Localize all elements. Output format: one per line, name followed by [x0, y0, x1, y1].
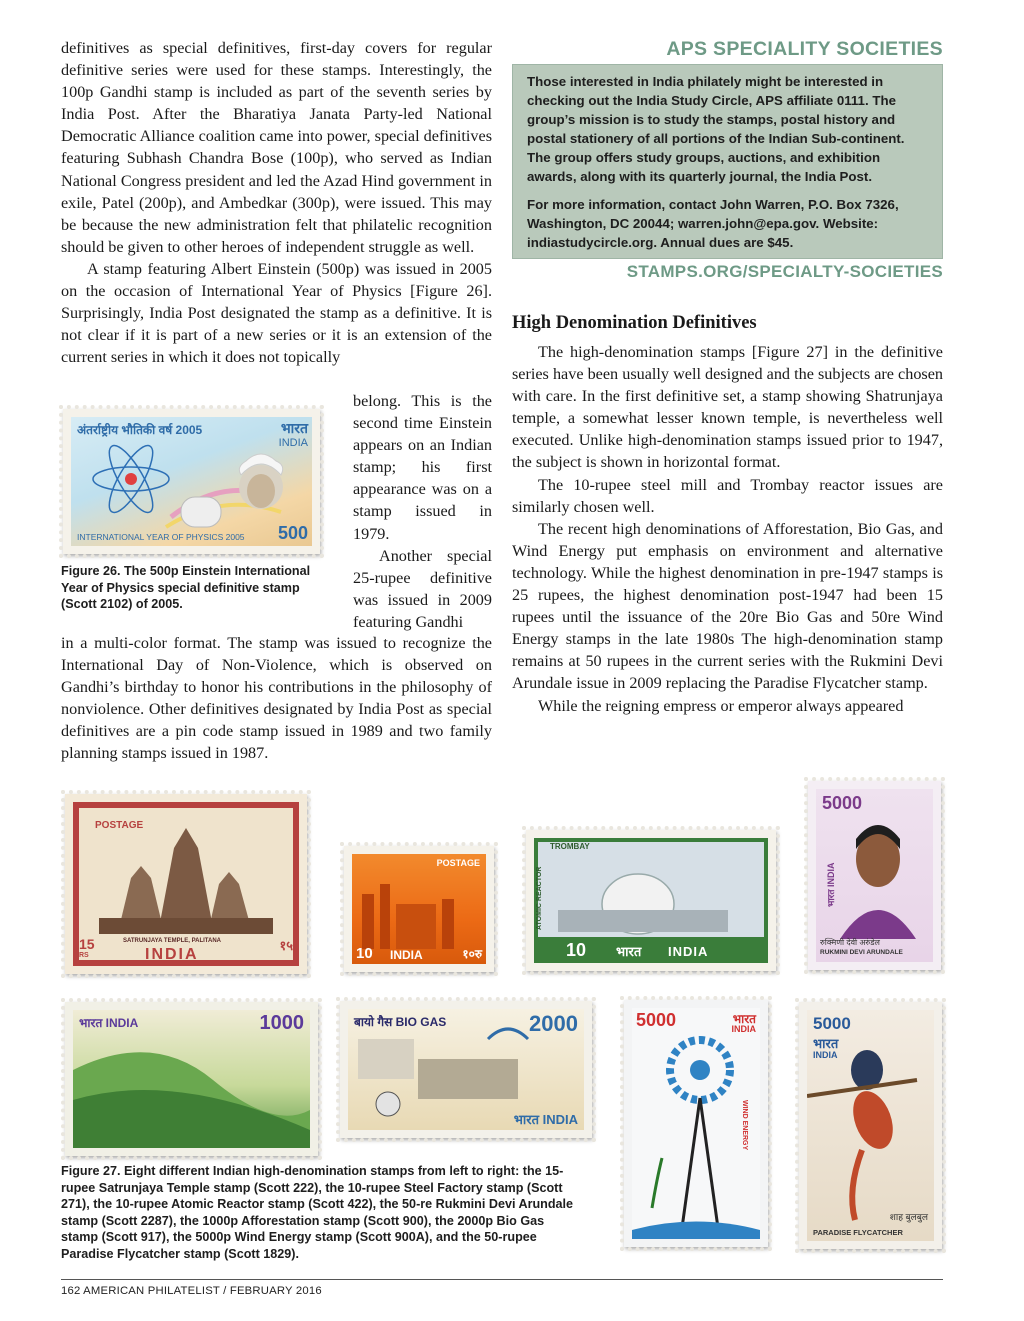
- page-footer: 162 AMERICAN PHILATELIST / FEBRUARY 2016: [61, 1285, 322, 1297]
- stamp-country-hi: भारत: [732, 1012, 756, 1026]
- stamp-country-hi: भारत: [813, 1036, 839, 1051]
- stamp-value: 1000: [259, 1012, 304, 1034]
- paragraph: The high-denomination stamps [Figure 27] in the definitive series have been usually well designed and the subjects are chosen with care. In the first definitive set, a stamp showing Shatrunjaya temple, a somewhat lesser known temple, is nevertheless well executed. Unlike high-denomination stamps issued prior to 1947, the subject is shown in horizontal format.: [512, 343, 943, 472]
- stamp-value-hi: १०रु: [462, 947, 482, 961]
- stamp-top-label: POSTAGE: [95, 820, 144, 831]
- stamp-side-label: ATOMIC REACTOR: [536, 866, 543, 930]
- stamp-country: भारत INDIA: [79, 1016, 139, 1030]
- stamp-top-text: अंतर्राष्ट्रीय भौतिकी वर्ष 2005: [77, 423, 203, 437]
- stamp-value: 500: [277, 523, 308, 543]
- stamp-name: RUKMINI DEVI ARUNDALE: [820, 949, 903, 956]
- aps-link[interactable]: STAMPS.ORG/SPECIALTY-SOCIETIES: [626, 262, 943, 281]
- stamp-country: INDIA: [145, 946, 199, 963]
- einstein-stamp: [63, 409, 320, 554]
- paragraph: The recent high denominations of Afforestation, Bio Gas, and Wind Energy put emphasis on environment and alternative technology. While the highest denomination in pre-1947 stamps is 25 rupees, the highest denomination post-1947 had been 15 rupees until the issuance of the 20re Bio Gas and 50re Wind Energy stamps in the late 1980s The high-denomination stamp remains at 50 rupees in the current series with the Rukmini Devi Arundale issue in 2009 replacing the Paradise Flycatcher stamp.: [512, 519, 943, 693]
- stamp-value: 5000: [636, 1010, 677, 1030]
- stamp-country: INDIA: [813, 1050, 838, 1060]
- paragraph: The 10-rupee steel mill and Trombay reactor issues are similarly chosen well.: [512, 475, 943, 516]
- left-column-top: [61, 37, 492, 368]
- stamp-country: भारत INDIA: [513, 1112, 578, 1127]
- figure26-caption: Figure 26. The 500p Einstein International Year of Physics special definitive stamp (Scott 2102) of 2005.: [61, 564, 311, 612]
- paragraph: Another special 25-rupee definitive was issued in 2009 featuring Gandhi: [353, 546, 492, 631]
- stamp-value: 2000: [529, 1011, 578, 1036]
- stamp-top-label: POSTAGE: [436, 858, 480, 868]
- stamp-country: INDIA: [668, 944, 709, 959]
- paragraph: belong. This is the second time Einstein appears on an Indian stamp; his first appearance was on a stamp issued in 1979.: [353, 392, 492, 543]
- stamp-value: 15: [79, 936, 95, 952]
- paragraph: While the reigning empress or emperor always appeared: [538, 696, 904, 715]
- aps-info-box: [512, 64, 943, 259]
- figure27-caption: Figure 27. Eight different Indian high-denomination stamps from left to right: the 15-rupee Satrunjaya Temple stamp (Scott 222), the 10-rupee Steel Factory stamp (Scott 271), the 10-rupee Atomic Reactor stamp (Scott 422), the 50-re Rukmini Devi Arundale stamp (Scott 2287), the 1000p Afforestation stamp (Scott 900), the 2000p Bio Gas stamp (Scott 917), the 5000p Wind Energy stamp (Scott 900A), and the 50-rupee Paradise Flycatcher stamp (Scott 1829).: [61, 1164, 574, 1261]
- biogas-stamp: [340, 1001, 592, 1138]
- aps-paragraph: For more information, contact John Warren, P.O. Box 7326, Washington, DC 20044; warren.john@epa.gov. Website: indiastudycircle.org. Annual dues are $45.: [527, 196, 899, 250]
- stamp-name: PARADISE FLYCATCHER: [813, 1228, 903, 1237]
- stamp-value: 10: [566, 940, 587, 960]
- afforestation-stamp: [65, 1002, 318, 1156]
- steel-stamp: [344, 846, 494, 972]
- stamp-value: 10: [356, 945, 373, 962]
- stamp-country-en: INDIA: [278, 437, 308, 449]
- stamp-country: INDIA: [731, 1024, 756, 1034]
- section-heading: High Denomination Definitives: [512, 313, 757, 333]
- stamp-country: भारत INDIA: [826, 862, 836, 907]
- stamp-bottom-text: INTERNATIONAL YEAR OF PHYSICS 2005: [77, 532, 245, 542]
- left-column-wrap-text: [353, 390, 492, 633]
- stamp-side-label: WIND ENERGY: [741, 1100, 748, 1151]
- stamp-country: INDIA: [390, 948, 423, 962]
- reactor-stamp: [526, 830, 776, 971]
- left-column-bottom: [61, 632, 492, 765]
- wind-energy-stamp: [624, 1000, 768, 1247]
- temple-stamp: [65, 794, 307, 974]
- stamp-value: 5000: [813, 1014, 851, 1033]
- stamp-top-label: बायो गैस BIO GAS: [354, 1015, 447, 1029]
- footer-rule: [61, 1279, 943, 1280]
- stamp-top-label: TROMBAY: [550, 842, 590, 851]
- right-column-text: [512, 341, 943, 717]
- stamp-country-hi: भारत: [616, 944, 642, 959]
- paragraph: in a multi-color format. The stamp was issued to recognize the International Day of Non-Violence, which is observed on Gandhi’s birthday to honor his contributions in the philosophy of nonviolence. Other definitives designated by India Post as special definitives are a pin code stamp issued in 1989 and two family planning stamps issued in 1987.: [61, 634, 492, 763]
- stamp-rs: RS: [79, 952, 89, 959]
- aps-paragraph: Those interested in India philately might be interested in checking out the India Study Circle, APS affiliate 0111. The group’s mission is to study the stamps, postal history and postal stationery of all portions of the Indian Sub-continent. The group offers study groups, auctions, and exhibition awards, along with its quarterly journal, the India Post.: [527, 74, 905, 185]
- stamp-value: 5000: [822, 793, 863, 813]
- stamp-country-hi: भारत: [280, 420, 308, 436]
- aps-heading: APS SPECIALITY SOCIETIES: [666, 38, 943, 60]
- stamp-value-hi: १५: [279, 938, 293, 953]
- paragraph: A stamp featuring Albert Einstein (500p) was issued in 2005 on the occasion of International Year of Physics [Figure 26]. Surprisingly, India Post designated the stamp as a definitive. It is not clear if it is part of a new series or it is an extension of the current series in which it does not topically: [61, 259, 492, 367]
- rukmini-stamp: [808, 781, 941, 970]
- paragraph: definitives as special definitives, first-day covers for regular definitive series were used for these stamps. Interestingly, the 100p Gandhi stamp is included as part of the seventh series by India Post. After the Bharatiya Janata Party-led National Democratic Alliance coalition came into power, special definitives featuring Subhash Chandra Bose (100p), who served as Indian National Congress president and led the Azad Hind government in exile, Patel (200p), and Ambedkar (300p), were issued. This may be because the new administration felt that philatelic recognition should be given to other heroes of independent struggle as well.: [61, 39, 492, 256]
- flycatcher-stamp: [799, 1002, 942, 1249]
- stamp-place: SATRUNJAYA TEMPLE, PALITANA: [123, 938, 222, 944]
- stamp-name-hi: शाह बुलबुल: [889, 1212, 928, 1222]
- stamp-name-hi: रुक्मिणी देवी अरुंडेल: [820, 938, 880, 947]
